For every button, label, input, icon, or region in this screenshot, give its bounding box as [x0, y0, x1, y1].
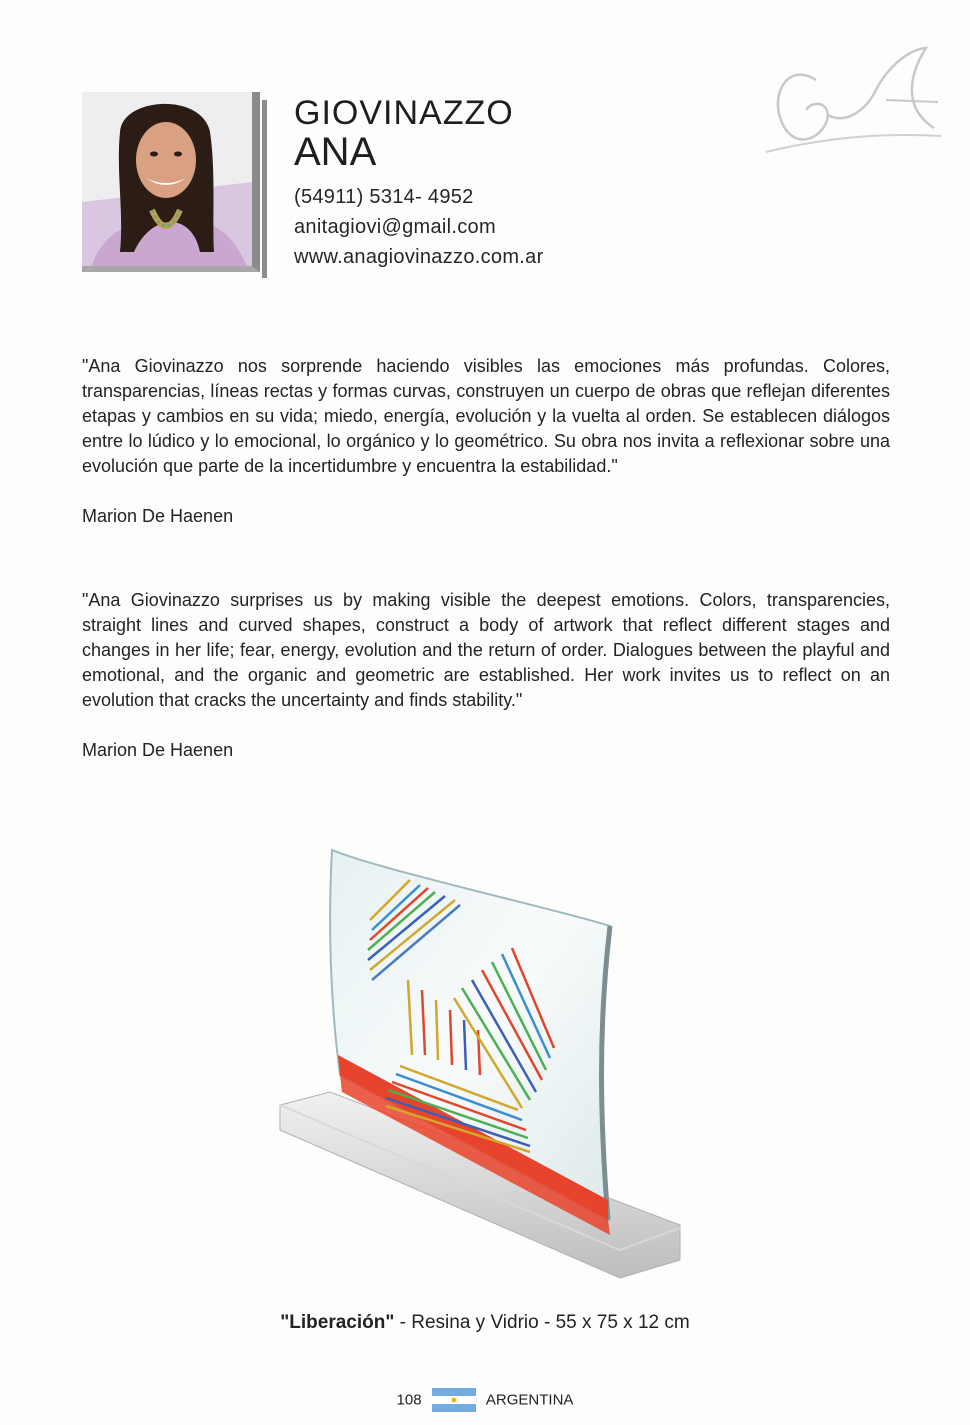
artwork-image: [260, 830, 700, 1295]
spanish-quote: "Ana Giovinazzo nos sorprende haciendo visibles las emociones más profundas. Colores, transparencias, líneas rectas y formas curvas, construyen un cuerpo de obras que reflejan diferentes etapas y cambios en su vida; miedo, energía, evolución y la vuelta al orden. Se establecen diálogos entre lo lúdico y lo emocional, lo orgánico y lo geométrico. Su obra nos invita a reflexionar sobre una evolución que parte de la incertidumbre y encuentra la estabilidad.": [82, 356, 890, 476]
artwork-title: "Liberación": [280, 1312, 395, 1333]
artist-surname: GIOVINAZZO: [294, 94, 514, 132]
country-label: ARGENTINA: [485, 1391, 574, 1409]
artist-photo: [82, 92, 260, 272]
argentina-flag-icon: [432, 1388, 476, 1412]
header-divider: [262, 100, 267, 278]
english-quote: "Ana Giovinazzo surprises us by making visible the deepest emotions. Colors, transparencies, straight lines and curved shapes, construct a body of artwork that reflect different stages and changes in her life; fear, energy, evolution and the return of order. Dialogues between the playful and emotional, and the organic and geometric are established. Her work invites us to reflect on an evolution that cracks the uncertainty and finds stability.": [82, 590, 890, 710]
artwork-details: - Resina y Vidrio - 55 x 75 x 12 cm: [394, 1312, 690, 1333]
artist-phone: (54911) 5314- 4952: [294, 186, 474, 208]
english-quote-author: Marion De Haenen: [82, 740, 234, 760]
page-footer: [0, 1388, 970, 1412]
artist-first-name: ANA: [294, 130, 377, 174]
page-number: 108: [396, 1391, 422, 1409]
spanish-quote-author: Marion De Haenen: [82, 506, 234, 526]
artwork-caption: [0, 1312, 970, 1334]
monogram-logo: [756, 40, 946, 165]
artist-website[interactable]: www.anagiovinazzo.com.ar: [294, 246, 544, 268]
artist-email[interactable]: anitagiovi@gmail.com: [294, 216, 496, 238]
